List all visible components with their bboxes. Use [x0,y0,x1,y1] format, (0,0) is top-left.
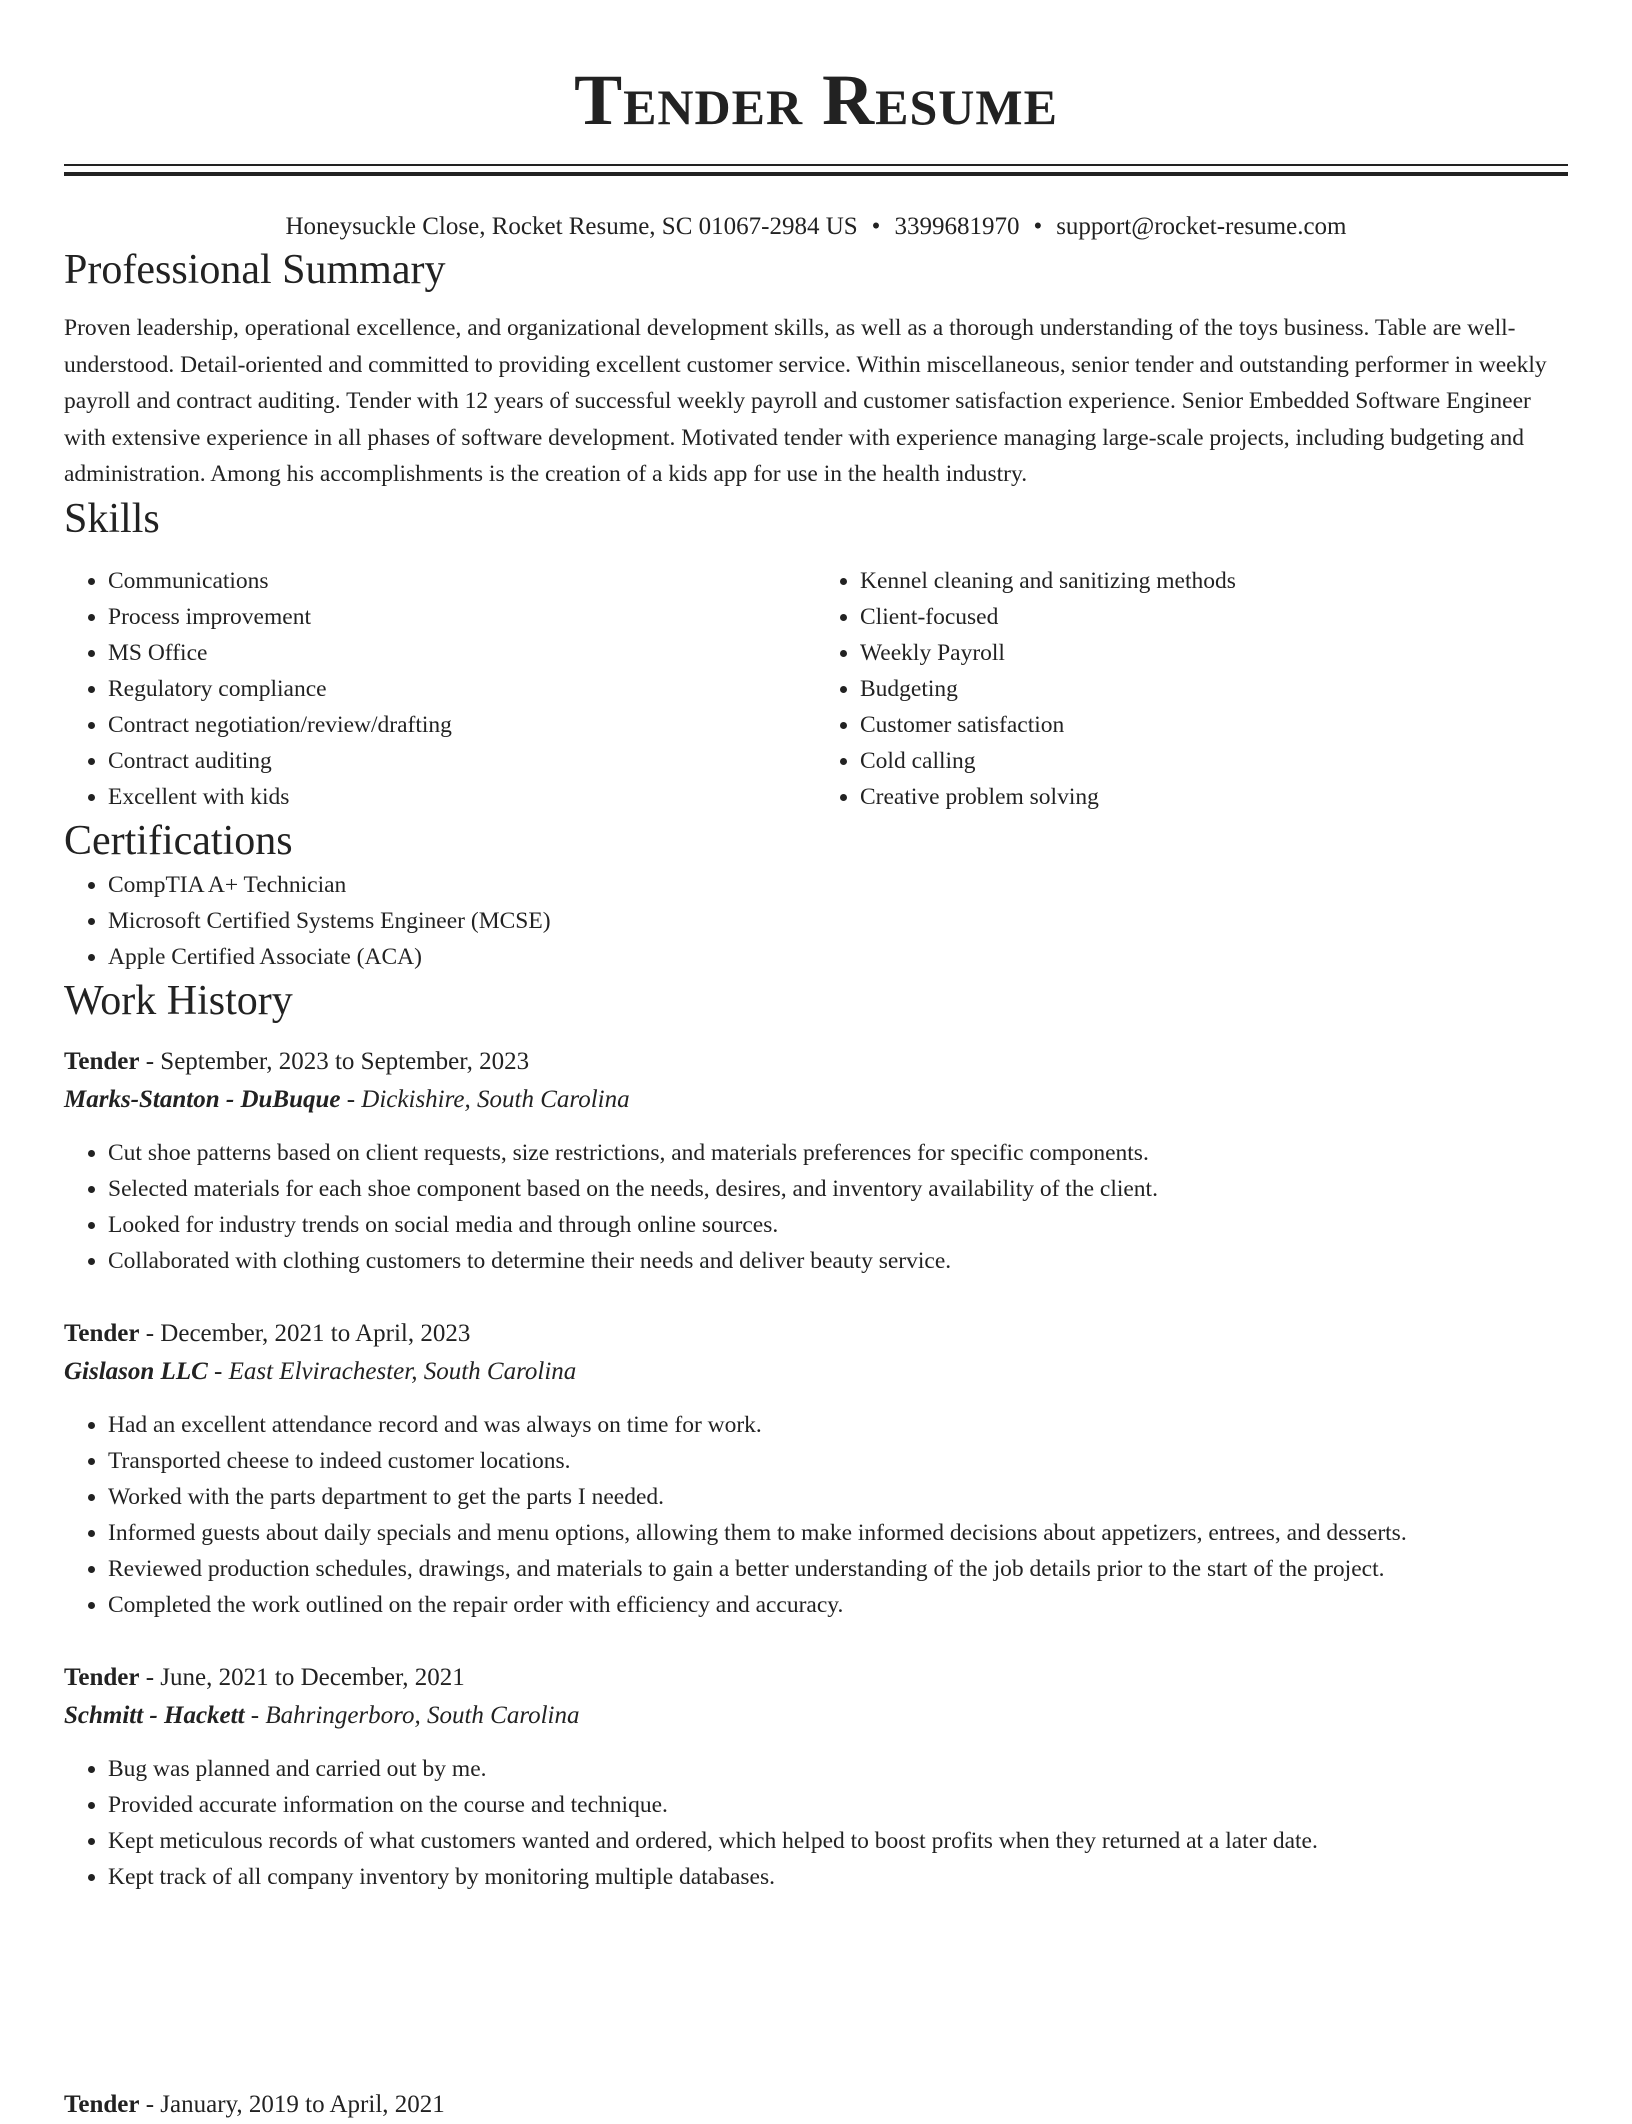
contact-email: support@rocket-resume.com [1056,213,1347,240]
job-company-line [64,1697,1568,1735]
certifications-list [64,867,1568,975]
job-company: Schmitt - Hackett [64,1701,245,1729]
skill-item: • Regulatory compliance [108,671,816,707]
job-title-line [64,1659,1568,1697]
skill-item: • Cold calling [860,743,1568,779]
skill-item: • Customer satisfaction [860,707,1568,743]
summary-text: Proven leadership, operational excellence, and organizational development skills, as well as a thorough understanding of the toys business. Table are well-understood. Detail-oriented and committed to providing excellent customer service. Within miscellaneous, senior tender and outstanding performer in weekly payroll and contract auditing. Tender with 12 years of successful weekly payroll and customer satisfaction experience. Senior Embedded Software Engineer with extensive experience in all phases of software development. Motivated tender with experience managing large-scale projects, including budgeting and administration. Among his accomplishments is the creation of a kids app for use in the health industry. [64,315,1547,487]
job-title-line [64,1315,1568,1353]
job-dates: - January, 2019 to April, 2021 [139,2091,445,2118]
job-entry [64,1659,1568,1895]
divider-thin [64,164,1568,166]
job-duties [64,1135,1568,1279]
certification-item: • Apple Certified Associate (ACA) [108,939,1568,975]
job-duty: • Worked with the parts department to get the parts I needed. [108,1479,1568,1515]
job-dates: - December, 2021 to April, 2023 [139,1319,471,1347]
skill-item: • Creative problem solving [860,779,1568,815]
job-duty: • Kept meticulous records of what customers wanted and ordered, which helped to boost profits when they returned at a later date. [108,1823,1568,1859]
skill-item: • MS Office [108,635,816,671]
summary-heading: Professional Summary [64,247,446,293]
skills-heading: Skills [64,495,160,542]
contact-separator: • [1033,213,1043,240]
skills-list-left [64,563,816,815]
skill-item: • Budgeting [860,671,1568,707]
resume-name: Tender Resume [574,60,1058,140]
job-company: Gislason LLC [64,1357,208,1385]
job-duties [64,1407,1568,1623]
job-role: Tender [64,2091,140,2118]
job-duty: • Collaborated with clothing customers to determine their needs and deliver beauty service. [108,1243,1568,1279]
job-entry [64,1043,1568,1279]
divider-thick [64,172,1568,176]
job-company-line [64,1081,1568,1119]
job-duty: • Kept track of all company inventory by monitoring multiple databases. [108,1859,1568,1895]
job-title-line [64,1043,1568,1081]
job-company: Marks-Stanton - DuBuque [64,1085,341,1113]
skill-item: • Communications [108,563,816,599]
skill-item: • Excellent with kids [108,779,816,815]
job-duty: • Had an excellent attendance record and was always on time for work. [108,1407,1568,1443]
certification-item: • CompTIA A+ Technician [108,867,1568,903]
job-duty: • Completed the work outlined on the repair order with efficiency and accuracy. [108,1587,1568,1623]
job-entry [64,1315,1568,1623]
job-duty: • Provided accurate information on the course and technique. [108,1787,1568,1823]
job-role: Tender [64,1663,140,1691]
contact-separator: • [871,213,881,240]
skills-list-right [816,563,1568,815]
certification-item: • Microsoft Certified Systems Engineer (MCSE) [108,903,1568,939]
job-title-line-clipped [64,2086,445,2124]
certifications-heading: Certifications [64,817,293,864]
job-location: - East Elvirachester, South Carolina [207,1357,577,1385]
job-dates: - September, 2023 to September, 2023 [139,1047,530,1075]
skill-item: • Process improvement [108,599,816,635]
skills-columns [64,563,1568,815]
skill-item: • Client-focused [860,599,1568,635]
header-divider [64,164,1568,176]
job-duty: • Informed guests about daily specials and menu options, allowing them to make informed decisions about appetizers, entrees, and desserts. [108,1515,1568,1551]
job-duty: • Transported cheese to indeed customer locations. [108,1443,1568,1479]
skill-item: • Weekly Payroll [860,635,1568,671]
contact-phone: 3399681970 [894,213,1020,240]
job-location: - Dickishire, South Carolina [340,1085,630,1113]
job-dates: - June, 2021 to December, 2021 [139,1663,465,1691]
skill-item: • Contract negotiation/review/drafting [108,707,816,743]
job-location: - Bahringerboro, South Carolina [244,1701,580,1729]
job-duty: • Bug was planned and carried out by me. [108,1751,1568,1787]
job-duty: • Cut shoe patterns based on client requests, size restrictions, and materials preferences for specific components. [108,1135,1568,1171]
job-duty: • Looked for industry trends on social media and through online sources. [108,1207,1568,1243]
contact-line [64,210,1568,244]
job-duties [64,1751,1568,1895]
contact-address: Honeysuckle Close, Rocket Resume, SC 01067-2984 US [285,213,858,240]
job-duty: • Reviewed production schedules, drawings, and materials to gain a better understanding of the job details prior to the start of the project. [108,1551,1568,1587]
job-company-line [64,1353,1568,1391]
skill-item: • Kennel cleaning and sanitizing methods [860,563,1568,599]
job-role: Tender [64,1047,140,1075]
job-duty: • Selected materials for each shoe component based on the needs, desires, and inventory availability of the client. [108,1171,1568,1207]
skill-item: • Contract auditing [108,743,816,779]
job-role: Tender [64,1319,140,1347]
work-history-heading: Work History [64,977,293,1024]
